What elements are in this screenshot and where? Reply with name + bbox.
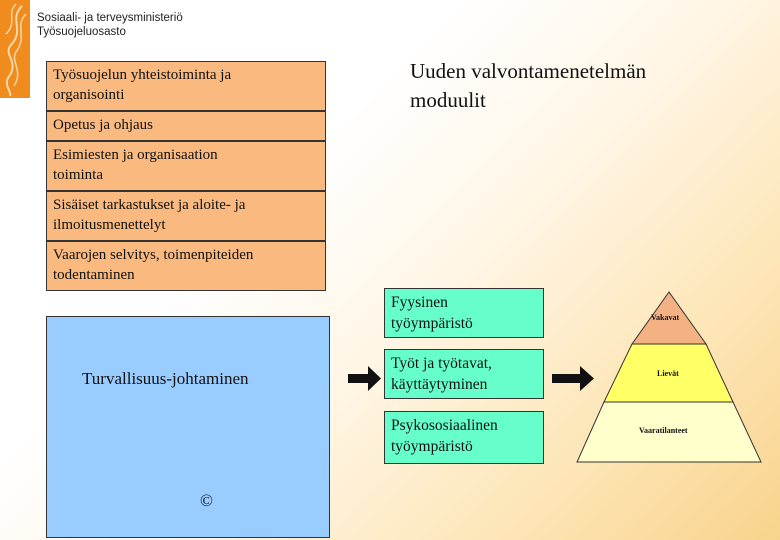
department-name: Työsuojeluosasto (37, 26, 126, 38)
module-psychosocial-line-1: Psykososiaalinen (391, 417, 498, 434)
box-internal-inspections-line-1: Sisäiset tarkastukset ja aloite- ja (53, 197, 246, 213)
pyramid-label-serious: Vakavat (651, 313, 680, 322)
module-physical-line-2: työympäristö (391, 315, 473, 332)
pyramid-label-minor: Lievät (657, 369, 679, 378)
box-supervisors-line-1: Esimiesten ja organisaation (53, 147, 218, 163)
safety-management-label: Turvallisuus-johtaminen (82, 369, 249, 388)
module-work-line-1: Työt ja työtavat, (391, 355, 492, 372)
arrow-to-physical-icon (348, 366, 381, 391)
module-psychosocial-environment (384, 411, 544, 464)
title-line-1: Uuden valvontamenetelmän (410, 59, 647, 83)
module-psychosocial-line-2: työympäristö (391, 438, 473, 455)
box-supervisors-line-2: toiminta (53, 167, 103, 183)
box-cooperation-line-2: organisointi (53, 87, 125, 103)
pyramid-label-near-miss: Vaaratilanteet (639, 426, 688, 435)
copyright-symbol: © (200, 491, 213, 510)
box-teaching-line-1: Opetus ja ohjaus (53, 117, 153, 133)
module-physical-line-1: Fyysinen (391, 294, 448, 311)
title-line-2: moduulit (410, 88, 486, 112)
box-internal-inspections-line-2: ilmoitusmenettelyt (53, 217, 166, 233)
ministry-name: Sosiaali- ja terveysministeriö (37, 12, 183, 24)
arrow-to-pyramid-icon (552, 366, 594, 391)
box-hazard-survey-line-1: Vaarojen selvitys, toimenpiteiden (53, 247, 254, 263)
box-hazard-survey-line-2: todentaminen (53, 267, 135, 283)
module-work-line-2: käyttäytyminen (391, 376, 488, 393)
box-cooperation-line-1: Työsuojelun yhteistoiminta ja (53, 67, 232, 83)
module-work-methods (384, 349, 544, 399)
module-physical-environment (384, 288, 544, 338)
